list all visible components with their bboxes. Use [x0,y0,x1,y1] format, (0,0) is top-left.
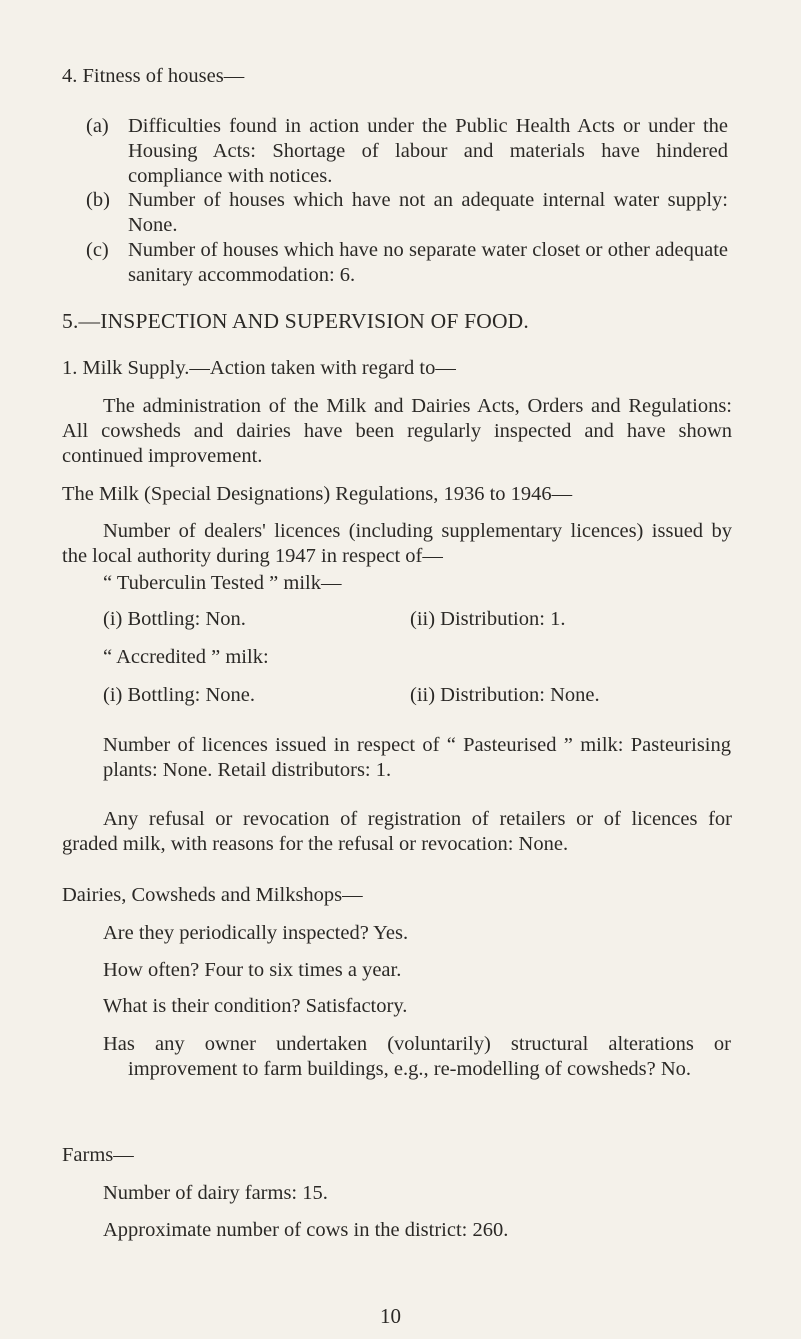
tt-distribution: (ii) Distribution: 1. [410,608,566,630]
tt-bottling: (i) Bottling: Non. [103,608,246,630]
admin-paragraph: The administration of the Milk and Dairies Acts, Orders and Regulations: All cowsheds and dairies have been regularly inspected and have shown continued improvement. [62,395,732,467]
section4-title: 4. Fitness of houses— [62,65,245,87]
farms-title: Farms— [62,1144,134,1166]
cows-count: Approximate number of cows in the district: 260. [103,1219,509,1241]
item-label: (a) [86,115,109,137]
acc-distribution: (ii) Distribution: None. [410,684,600,706]
farms-count: Number of dairy farms: 15. [103,1182,328,1204]
question-condition: What is their condition? Satisfactory. [103,995,408,1017]
item-text: Number of houses which have no separate water closet or other adequate sanitary accommodation: 6. [128,239,728,286]
question-how-often: How often? Four to six times a year. [103,959,402,981]
question-inspected: Are they periodically inspected? Yes. [103,922,409,944]
page-number: 10 [380,1304,401,1328]
item-label: (b) [86,189,110,211]
refusal-paragraph: Any refusal or revocation of registration of retailers or of licences for graded milk, with reasons for the refusal or revocation: None. [62,808,732,855]
dealers-paragraph: Number of dealers' licences (including supplementary licences) issued by the local authority during 1947 in respect of— [62,520,732,567]
regulations-title: The Milk (Special Designations) Regulations, 1936 to 1946— [62,483,573,505]
pasteurised-paragraph: Number of licences issued in respect of “ Pasteurised ” milk: Pasteurising plants: None. Retail distributors: 1. [103,734,731,781]
acc-bottling: (i) Bottling: None. [103,684,256,706]
item-text: Number of houses which have not an adequate internal water supply: None. [128,189,728,236]
section5-heading: 5.—INSPECTION AND SUPERVISION OF FOOD. [62,309,529,333]
accredited-label: “ Accredited ” milk: [103,646,269,668]
milk-supply-title: 1. Milk Supply.—Action taken with regard to— [62,357,456,379]
item-label: (c) [86,239,109,261]
question-alterations: Has any owner undertaken (voluntarily) structural alterations or improvement to farm buildings, e.g., re-modelling of cowsheds? No. [103,1033,731,1080]
tuberculin-tested-label: “ Tuberculin Tested ” milk— [103,572,342,594]
item-text: Difficulties found in action under the Public Health Acts or under the Housing Acts: Shortage of labour and materials have hindered compliance with notices. [128,115,728,187]
dairies-title: Dairies, Cowsheds and Milkshops— [62,884,363,906]
